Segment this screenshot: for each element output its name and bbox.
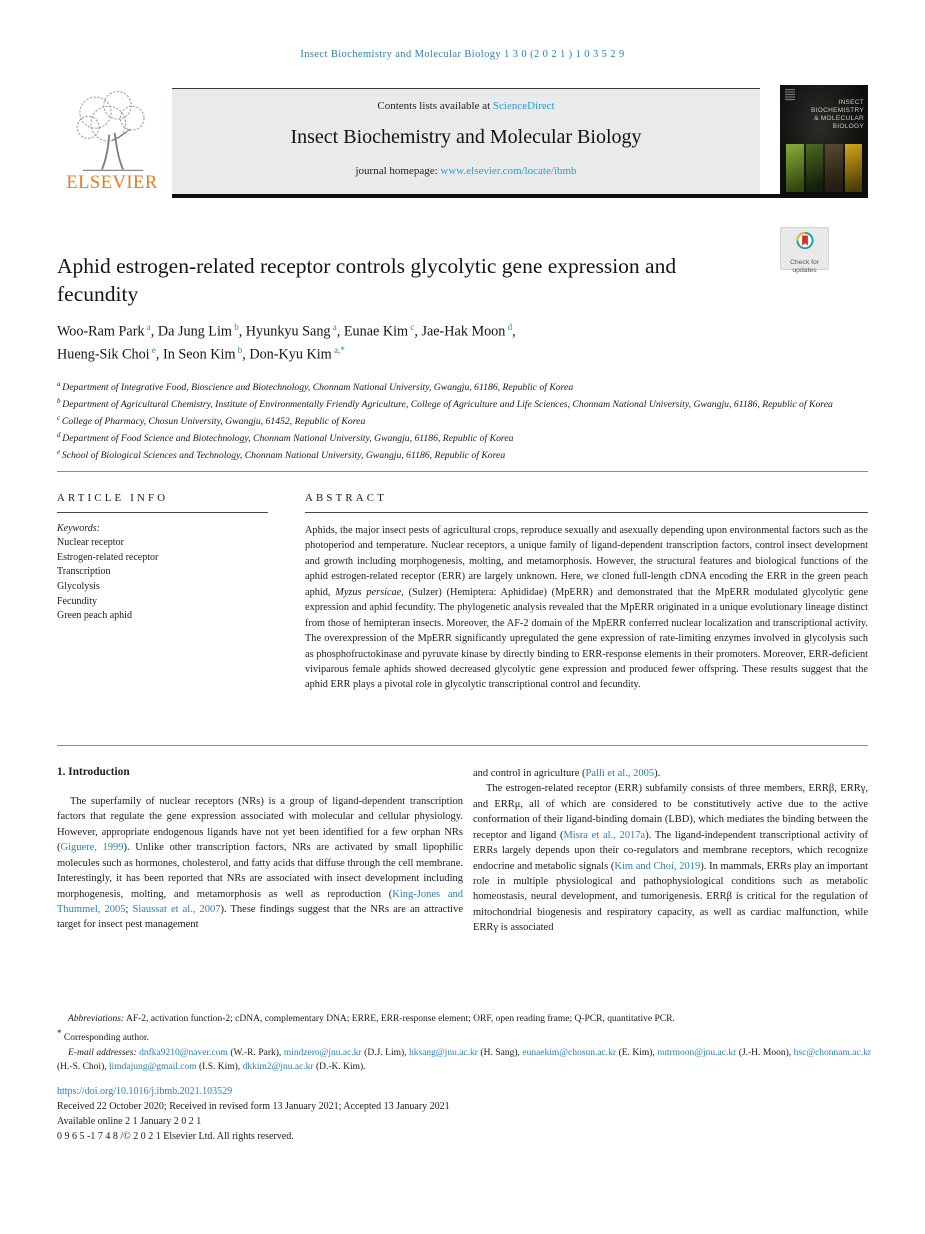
contents-list-line: [172, 100, 760, 112]
affiliation-item: $^c$ College of Pharmacy, Chosun University, Gwangju, 61452, Republic of Korea: [57, 413, 366, 428]
abstract-heading: ABSTRACT: [305, 492, 387, 504]
issn-copyright-line: 0 9 6 5 -1 7 4 8 /© 2 0 2 1 Elsevier Ltd. All rights reserved.: [57, 1131, 294, 1142]
citation-link[interactable]: Misra et al., 2017a: [563, 829, 646, 841]
abbreviations-label: Abbreviations:: [68, 1014, 125, 1024]
intro-segment: and control in agriculture (: [473, 768, 586, 779]
keyword-item: Fecundity: [57, 595, 97, 607]
footnotes: [57, 1012, 871, 1075]
author-name: Jae-Hak Moon: [421, 323, 506, 340]
introduction-paragraph: [57, 794, 463, 933]
author-affiliation-sup: a: [330, 322, 337, 332]
cover-barcode-mark: [785, 89, 795, 101]
elsevier-wordmark: ELSEVIER: [66, 173, 158, 193]
available-online-line: Available online 2 1 January 2 0 2 1: [57, 1116, 202, 1127]
intro-segment: ). The ligand-independent transcriptional activity of ERRs largely depends upon their co-regulators and membrane receptors, which recognize endocrine and metabolic signals (: [473, 829, 869, 872]
author-affiliation-sup: a: [144, 322, 151, 332]
citation-link[interactable]: Giguere, 1999: [60, 842, 124, 854]
article-title: Aphid estrogen-related receptor controls glycolytic gene expression and fecundity: [57, 254, 677, 307]
author-affiliation-sup: a,*: [331, 345, 345, 356]
author-name: Don-Kyu Kim: [249, 347, 332, 364]
citation-link[interactable]: Kim and Choi, 2019: [614, 860, 701, 872]
abstract-text: [305, 523, 868, 693]
article-info-rule: [57, 512, 268, 513]
check-updates-icon: [792, 230, 818, 254]
intro-segment: ).: [654, 768, 661, 779]
intro-segment: The superfamily of nuclear receptors (NRs) is a group of ligand-dependent transcription factors that regulate the gene expression associated with molecular and cellular physiology. However, appropriate endogenous ligands have not yet been identified for a few orphan NRs (: [57, 796, 463, 854]
keywords-list: [57, 536, 268, 624]
affiliation-item: $^e$ School of Biological Sciences and Technology, Chonnam National University, Gwangju, 61186, Republic of Korea: [57, 447, 506, 462]
author-name: Woo-Ram Park: [57, 323, 145, 340]
sciencedirect-link[interactable]: ScienceDirect: [492, 100, 555, 112]
contents-prefix: Contents lists available at: [377, 100, 493, 112]
divider-below-abstract: [57, 745, 868, 746]
abbreviations-text: AF-2, activation function-2; cDNA, complementary DNA; ERRE, ERR-response element; ORF, open reading frame; Q-PCR, quantitative PCR.: [124, 1014, 675, 1024]
email-link[interactable]: hsc@chonnam.ac.kr: [793, 1047, 871, 1058]
email-owner: (H. Sang),: [477, 1047, 523, 1058]
abstract-rule: [305, 512, 868, 513]
author-name: Hyunkyu Sang: [245, 323, 331, 340]
introduction-heading: 1. Introduction: [57, 766, 130, 778]
divider-above-abstract: [57, 471, 868, 472]
keyword-item: Green peach aphid: [57, 610, 132, 622]
elsevier-logo: [57, 87, 167, 194]
author-affiliation-sup: d: [505, 322, 513, 332]
keyword-item: Nuclear receptor: [57, 537, 124, 548]
affiliation-item: $^b$ Department of Agricultural Chemistry, Institute of Environmentally Friendly Agriculture, College of Agriculture and Life Sciences, Chonnam National University, Gwangju, 61186, Republic of Korea: [57, 396, 833, 411]
article-info-heading: ARTICLE INFO: [57, 492, 169, 504]
masthead: [57, 85, 868, 200]
masthead-divider-bar: [172, 194, 868, 198]
intro-segment: The estrogen-related receptor (ERR) subfamily consists of three members, ERRβ, ERRγ, and ERRμ, all of which are considered to be constitutively active due to the active conformation of their ligand-binding domain (LBD), which mediates the binding between the receptor and ligand (: [473, 783, 868, 841]
masthead-center-panel: [172, 88, 760, 194]
intro-segment: ). In mammals, ERRs play an important role in multiple physiological and pathophysiological conditions such as metabolic homeostasis, neural development, and tumorigenesis. ERRβ is critical for the regulation of mitochondrial biogenesis and respiratory capacity, as well as cardiac malfunction, while ERRγ is associated: [473, 860, 869, 934]
check-for-updates-badge[interactable]: [780, 227, 829, 274]
cover-journal-title: INSECT BIOCHEMISTRY & MOLECULAR BIOLOGY: [811, 99, 864, 131]
article-info-section: [57, 492, 268, 624]
affiliation-item: $^d$ Department of Food Science and Biotechnology, Chonnam National University, Gwangju, 61186, Republic of Korea: [57, 430, 514, 445]
email-owner: (J.-H. Moon),: [736, 1047, 794, 1058]
corresponding-star: *: [57, 1027, 62, 1038]
author-name: Eunae Kim: [343, 323, 409, 340]
email-addresses-label: E-mail addresses:: [68, 1047, 140, 1058]
email-owner: (W.-R. Park),: [227, 1047, 284, 1058]
intro-segment: ). Unlike other transcription factors, NRs are activated by small lipophilic molecules such as hormones, cholesterol, and fatty acids that diffuse through the cell membrane. Interestingly, it has been reported that NRs are associated with insect development including morphogenesis, molting, and metamorphosis as well as reproduction (: [57, 842, 463, 900]
keyword-item: Transcription: [57, 566, 111, 578]
email-owner: (H.-S. Choi),: [57, 1062, 109, 1073]
email-link[interactable]: hksang@jnu.ac.kr: [409, 1047, 478, 1058]
email-link[interactable]: dnfka9210@naver.com: [139, 1047, 228, 1058]
email-addresses-line: [57, 1046, 871, 1075]
intro-segment: ). These findings suggest that the NRs are an attractive target for insect pest management: [57, 903, 464, 931]
email-link[interactable]: eunaekim@chosun.ac.kr: [522, 1047, 617, 1058]
abstract-segment: , (Sulzer) (Hemiptera: Aphididae) (MpERR) and demonstrated that the MpERR modulated glycolytic gene expression and aphid fecundity. The phylogenetic analysis revealed that the MpERR originated in a unique evolutionary lineage distinct from those of hemipteran insects. Moreover, the AF-2 domain of the MpERR conferred nuclear localization and transcriptional activity. The overexpression of the MpERR significantly upregulated the gene expression of rate-limiting enzymes involved in glycolysis such as phosphofructokinase and pyruvate kinase by directly binding to ERR-response elements in their promoters. Moreover, ERR-deficient viviparous female aphids showed decreased glycolytic gene expression and produced fewer offspring. These results suggest that the aphid ERR plays a pivotal role in glycolytic transcriptional control and fecundity.: [305, 586, 868, 691]
cover-insect-panels: [786, 144, 862, 192]
abstract-segment: Myzus persicae: [335, 586, 402, 598]
masthead-journal-title: Insect Biochemistry and Molecular Biology: [290, 126, 642, 148]
email-owner: (D.J. Lim),: [361, 1047, 410, 1058]
email-link[interactable]: mindzero@jnu.ac.kr: [283, 1047, 362, 1058]
author-name: Hueng-Sik Choi: [57, 347, 150, 364]
author-affiliation-sup: c: [408, 322, 415, 332]
journal-cover-thumbnail[interactable]: [780, 85, 868, 198]
intro-segment: ;: [125, 903, 133, 915]
email-link[interactable]: nutrmoon@jnu.ac.kr: [657, 1047, 737, 1058]
introduction-left-column: [57, 766, 463, 933]
elsevier-tree-icon: [66, 87, 158, 175]
doi-link[interactable]: https://doi.org/10.1016/j.ibmb.2021.103529: [57, 1086, 233, 1097]
abbreviations-line: [57, 1012, 871, 1027]
citation-link[interactable]: Siaussat et al., 2007: [132, 903, 221, 915]
email-owner: (I.S. Kim),: [196, 1062, 243, 1073]
author-affiliation-sup: b: [235, 345, 243, 356]
author-name: In Seon Kim: [162, 347, 236, 364]
corresponding-author-line: [57, 1027, 871, 1046]
email-link[interactable]: dkkim2@jnu.ac.kr: [242, 1062, 314, 1073]
email-owner: (D.-K. Kim).: [313, 1062, 366, 1073]
affiliation-list: [57, 379, 871, 464]
author-affiliation-sup: e: [149, 345, 156, 356]
corresponding-text: Corresponding author.: [61, 1032, 149, 1043]
author-affiliation-sup: b: [231, 322, 239, 332]
citation-link[interactable]: King-Jones and Thummel, 2005: [57, 888, 463, 915]
email-link[interactable]: limdajung@gmail.com: [109, 1062, 197, 1073]
received-dates-line: Received 22 October 2020; Received in revised form 13 January 2021; Accepted 13 January 2021: [57, 1101, 450, 1112]
citation-link[interactable]: Palli et al., 2005: [585, 768, 655, 779]
abstract-segment: Aphids, the major insect pests of agricultural crops, reproduce sexually and asexually depending upon environmental factors such as the photoperiod and temperature. Nuclear receptors, a unique family of ligand-dependent transcription factors, control insect development and growth including morphogenesis, molting, and metamorphosis. However, the structural features and biological functions of the aphid estrogen-related receptor (ERR) are largely unknown. Here, we cloned full-length cDNA encoding the ERR in the green peach aphid,: [305, 525, 868, 598]
introduction-paragraph: [473, 766, 868, 781]
keywords-label: Keywords:: [57, 523, 100, 534]
journal-homepage-line: [172, 165, 760, 177]
check-badge-label: Check for updates: [789, 259, 820, 274]
keyword-item: Estrogen-related receptor: [57, 551, 159, 563]
author-list: Woo-Ram Park $^a$, Da Jung Lim $^b$, Hyunkyu Sang $^a$, Eunae Kim $^c$, Jae-Hak Moon $^d$, Hueng-Sik Choi $^e$, In Seon Kim $^b$, Don-Kyu Kim $^{a,*}$: [57, 322, 516, 364]
abstract-section: [305, 492, 868, 693]
introduction-right-column: [473, 766, 868, 936]
author-name: Da Jung Lim: [157, 323, 232, 340]
affiliation-item: $^a$ Department of Integrative Food, Bioscience and Biotechnology, Chonnam National University, Gwangju, 61186, Republic of Korea: [57, 380, 574, 394]
journal-reference-line: Insect Biochemistry and Molecular Biology 1 3 0 (2 0 2 1 ) 1 0 3 5 2 9: [300, 49, 625, 60]
email-owner: (E. Kim),: [616, 1047, 658, 1058]
homepage-url-link[interactable]: www.elsevier.com/locate/ibmb: [440, 165, 577, 177]
keyword-item: Glycolysis: [57, 581, 100, 593]
homepage-label: journal homepage:: [355, 165, 441, 177]
introduction-paragraph: [473, 781, 868, 935]
